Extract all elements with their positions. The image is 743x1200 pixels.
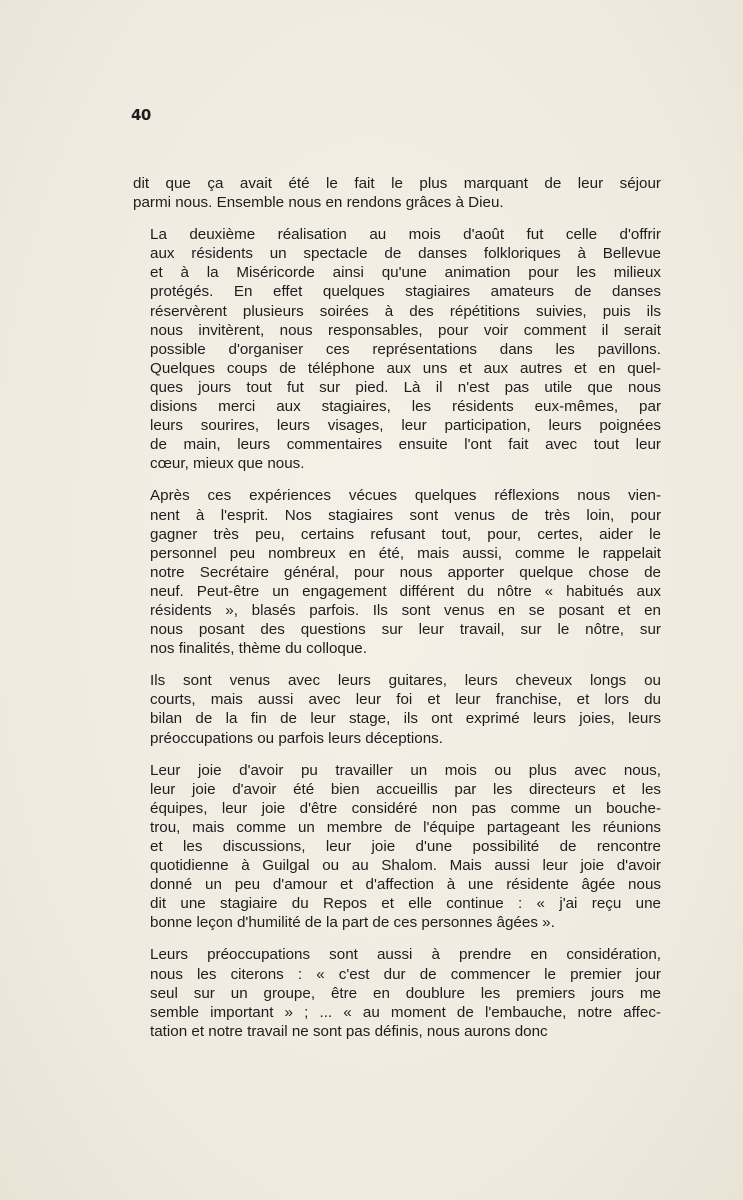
text-line: dit que ça avait été le fait le plus marquant de leur séjour bbox=[133, 175, 661, 192]
text-line: nous invitèrent, nous responsables, pour voir comment il serait bbox=[150, 321, 661, 339]
paragraph bbox=[133, 486, 661, 658]
text-line: préoccupations ou parfois leurs déceptions. bbox=[150, 729, 443, 747]
text-line: neuf. Peut-être un engagement différent du nôtre « habitués aux bbox=[150, 582, 661, 600]
text-line: Quelques coups de téléphone aux uns et aux autres et en quel- bbox=[150, 359, 661, 377]
text-line: et à la Miséricorde ainsi qu'une animation pour les milieux bbox=[150, 264, 661, 282]
text-line: nous posant des questions sur leur travail, sur le nôtre, sur bbox=[150, 621, 661, 639]
text-line: donné un peu d'amour et d'affection à une résidente âgée nous bbox=[150, 876, 661, 894]
text-line: cœur, mieux que nous. bbox=[150, 455, 305, 473]
text-line: Après ces expériences vécues quelques réflexions nous vien- bbox=[150, 487, 661, 505]
text-line: La deuxième réalisation au mois d'août fut celle d'offrir bbox=[150, 226, 661, 244]
text-line: Leur joie d'avoir pu travailler un mois ou plus avec nous, bbox=[150, 761, 661, 779]
page-number: 40 bbox=[131, 106, 151, 124]
body-text bbox=[133, 174, 661, 1054]
text-line: leurs sourires, leurs visages, leur participation, leurs poignées bbox=[150, 417, 661, 435]
text-line: nous les citerons : « c'est dur de commencer le premier jour bbox=[150, 965, 661, 983]
text-line: nent à l'esprit. Nos stagiaires sont venus de très loin, pour bbox=[150, 506, 661, 524]
text-line: équipes, leur joie d'être considéré non pas comme un bouche- bbox=[150, 799, 661, 817]
text-line: disions merci aux stagiaires, les résidents eux-mêmes, par bbox=[150, 398, 661, 416]
text-line: notre Secrétaire général, pour nous apporter quelque chose de bbox=[150, 563, 661, 581]
text-line: ques jours tout fut sur pied. Là il n'est pas utile que nous bbox=[150, 378, 661, 396]
paragraph bbox=[133, 225, 661, 473]
text-line: seul sur un groupe, être en doublure les premiers jours me bbox=[150, 984, 661, 1002]
paragraph bbox=[133, 671, 661, 747]
text-line: aux résidents un spectacle de danses folkloriques à Bellevue bbox=[150, 245, 661, 263]
text-line: protégés. En effet quelques stagiaires amateurs de danses bbox=[150, 283, 661, 301]
text-line: et les discussions, leur joie d'une possibilité de rencontre bbox=[150, 838, 661, 855]
text-line: trou, mais comme un membre de l'équipe partageant les réunions bbox=[150, 818, 661, 836]
text-line: dit une stagiaire du Repos et elle continue : « j'ai reçu une bbox=[150, 895, 661, 913]
text-line: Leurs préoccupations sont aussi à prendre en considération, bbox=[150, 946, 661, 964]
paragraph bbox=[133, 174, 661, 212]
text-line: de main, leurs commentaires ensuite l'ont fait avec tout leur bbox=[150, 436, 661, 454]
text-line: personnel peu nombreux en été, mais aussi, comme le rappelait bbox=[150, 544, 661, 562]
text-line: nos finalités, thème du colloque. bbox=[150, 640, 367, 658]
text-line: quotidienne à Guilgal ou au Shalom. Mais aussi leur joie d'avoir bbox=[150, 857, 661, 875]
text-line: semble important » ; ... « au moment de l'embauche, notre affec- bbox=[150, 1003, 661, 1021]
text-line: réservèrent plusieurs soirées à des répétitions suivies, puis ils bbox=[150, 302, 661, 320]
text-line: gagner très peu, certains refusant tout, pour, certes, aider le bbox=[150, 525, 661, 543]
text-line: courts, mais aussi avec leur foi et leur franchise, et lors du bbox=[150, 691, 661, 709]
text-line: bonne leçon d'humilité de la part de ces personnes âgées ». bbox=[150, 914, 555, 932]
text-line: possible d'organiser ces représentations dans les pavillons. bbox=[150, 340, 661, 358]
text-line: bilan de la fin de leur stage, ils ont exprimé leurs joies, leurs bbox=[150, 710, 661, 728]
paragraph bbox=[133, 761, 661, 933]
text-line: parmi nous. Ensemble nous en rendons grâces à Dieu. bbox=[133, 194, 504, 212]
text-line: tation et notre travail ne sont pas définis, nous aurons donc bbox=[150, 1022, 548, 1040]
paragraph bbox=[133, 945, 661, 1040]
text-line: résidents », blasés parfois. Ils sont venus en se posant et en bbox=[150, 601, 661, 619]
text-line: leur joie d'avoir été bien accueillis par les directeurs et les bbox=[150, 780, 661, 798]
text-line: Ils sont venus avec leurs guitares, leurs cheveux longs ou bbox=[150, 672, 661, 690]
